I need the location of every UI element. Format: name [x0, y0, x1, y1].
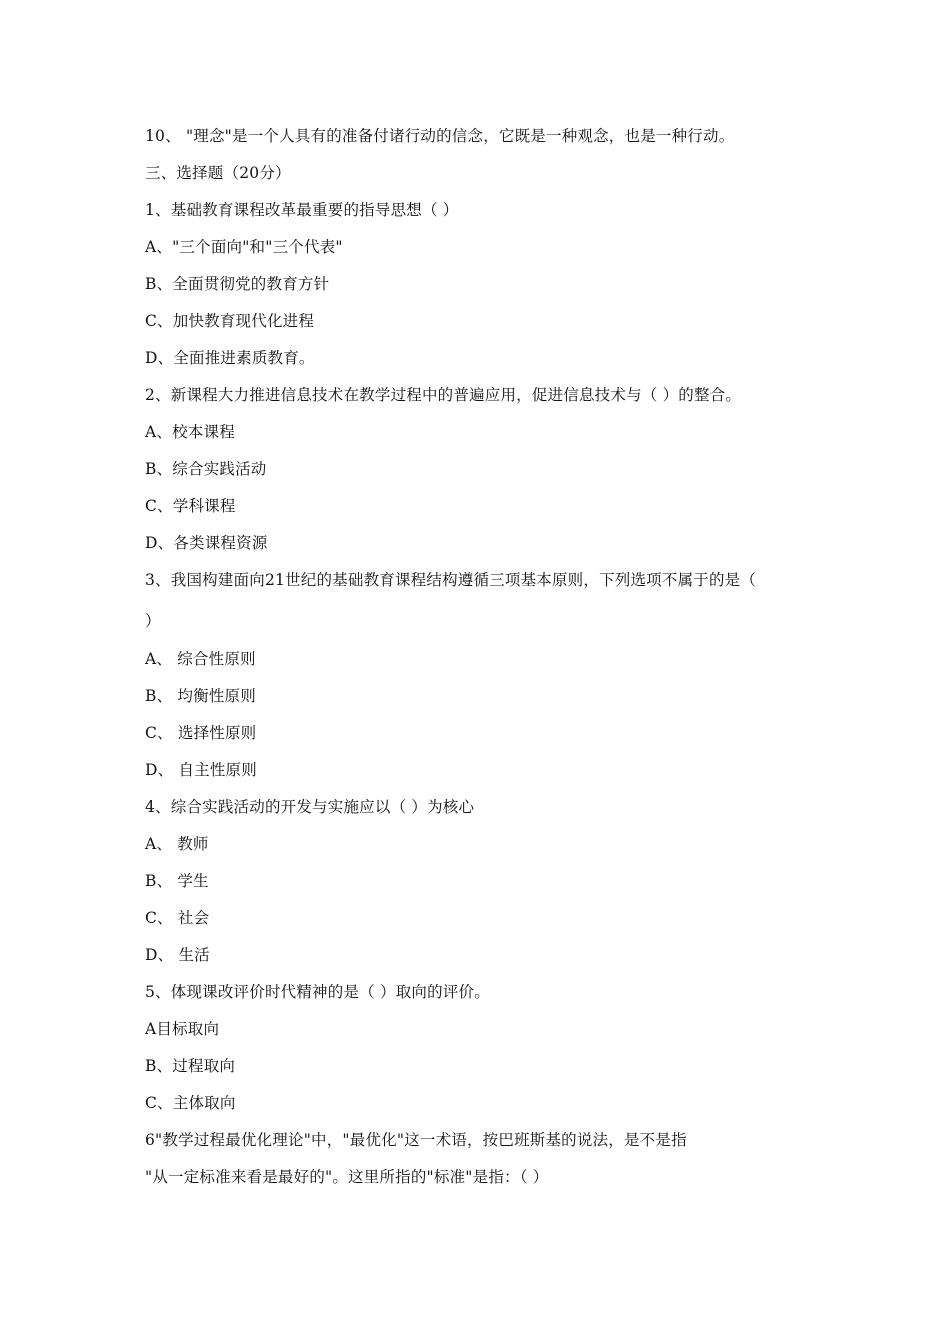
q5-option-a: A目标取向: [145, 1020, 220, 1038]
q1-option-c: C、加快教育现代化进程: [145, 312, 315, 330]
q3-option-b: B、 均衡性原则: [145, 687, 256, 705]
q5-option-b: B、过程取向: [145, 1057, 236, 1075]
q4-option-c: C、 社会: [145, 909, 210, 927]
q5-option-c: C、主体取向: [145, 1094, 236, 1112]
section-heading-multiple-choice: 三、选择题（20分）: [145, 164, 291, 182]
q4-option-a: A、 教师: [145, 835, 209, 853]
q1-option-a: A、"三个面向"和"三个代表": [145, 238, 343, 256]
q2-option-d: D、各类课程资源: [145, 534, 268, 552]
q1-option-d: D、全面推进素质教育。: [145, 349, 315, 367]
statement-10: 10、 "理念"是一个人具有的准备付诸行动的信念，它既是一种观念，也是一种行动。: [145, 127, 735, 145]
question-2: 2、新课程大力推进信息技术在教学过程中的普遍应用，促进信息技术与（ ）的整合。: [145, 386, 742, 404]
q3-option-c: C、 选择性原则: [145, 724, 257, 742]
q4-option-b: B、 学生: [145, 872, 209, 890]
q1-option-b: B、全面贯彻党的教育方针: [145, 275, 330, 293]
q2-option-a: A、校本课程: [145, 423, 235, 441]
question-6-continuation: "从一定标准来看是最好的"。这里所指的"标准"是指：（ ）: [145, 1168, 549, 1186]
question-3: 3、我国构建面向21世纪的基础教育课程结构遵循三项基本原则，下列选项不属于的是（: [145, 571, 757, 589]
q3-option-d: D、 自主性原则: [145, 761, 257, 779]
q4-option-d: D、 生活: [145, 946, 210, 964]
question-6: 6"教学过程最优化理论"中，"最优化"这一术语，按巴班斯基的说法，是不是指: [145, 1131, 687, 1149]
question-5: 5、体现课改评价时代精神的是（ ）取向的评价。: [145, 983, 490, 1001]
q2-option-b: B、综合实践活动: [145, 460, 267, 478]
question-3-continuation: ）: [145, 612, 161, 630]
question-4: 4、综合实践活动的开发与实施应以（ ）为核心: [145, 798, 475, 816]
q3-option-a: A、 综合性原则: [145, 650, 256, 668]
q2-option-c: C、学科课程: [145, 497, 236, 515]
question-1: 1、基础教育课程改革最重要的指导思想（ ）: [145, 201, 459, 219]
